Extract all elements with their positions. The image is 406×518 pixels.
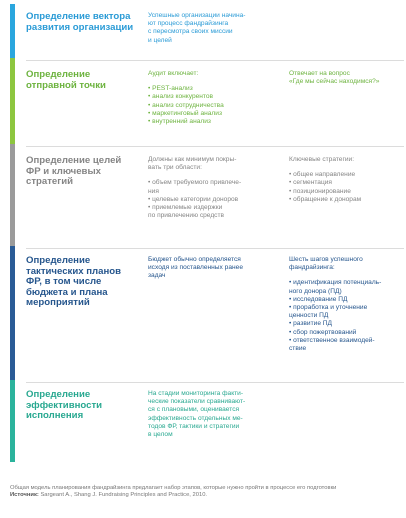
source-line [10, 492, 402, 499]
stage-title: Определение отправной точки [26, 69, 106, 91]
audit-list [148, 85, 280, 126]
area-list [148, 179, 280, 220]
list-item: • общее направление [289, 171, 356, 179]
list-item: • ответственное взаимодей- [289, 336, 375, 344]
stage-title: Определение вектора развития организации [26, 11, 134, 33]
list-item: • обращение к донорам [289, 195, 362, 203]
caption-note: Общая модель планирования фандрайзинга предлагает набор этапов, которые нужно пройти в процессе его подготовки [10, 485, 337, 491]
divider [26, 60, 404, 61]
stage-bar-4 [10, 246, 15, 380]
stage-description: Бюджет обычно определяется исходя из поставленных ранее задач [148, 256, 243, 280]
stage-description: На стадии мониторинга факти- ческие показатели сравнивают- ся с плановыми, оценивается эффективность отдельных ме- тодов ФР, тактики и стратегии в целом [148, 390, 246, 439]
list-item: • маркетинговый анализ [148, 109, 222, 117]
stage-description: Аудит включает: • PEST-анализ • анализ конкурентов • анализ сотрудничества • маркетинговый анализ • внутренний анализ [148, 70, 280, 126]
list-item: • проработка и уточнение [289, 304, 368, 312]
source-label: Источник: [10, 492, 39, 499]
list-item: ния [148, 187, 159, 195]
stage-bar-5 [10, 380, 15, 462]
list-item: • идентификация потенциаль- [289, 279, 382, 287]
list-item: • объем требуемого привлече- [148, 179, 242, 187]
list-item: • сбор пожертвований [289, 328, 357, 336]
divider [26, 382, 404, 383]
stage-title: Определение целей ФР и ключевых стратегий [26, 155, 122, 188]
figure-caption [10, 485, 402, 500]
list-item: ценности ПД [289, 312, 329, 320]
list-item: • анализ сотрудничества [148, 101, 224, 109]
stage-note: Отвечает на вопрос «Где мы сейчас находимся?» [289, 70, 380, 86]
list-item: по привлечению средств [148, 212, 224, 220]
list-item: • приемлемые издержки [148, 204, 223, 212]
list-item: • анализ конкурентов [148, 93, 214, 101]
stage-description: Успешные организации начина- ют процесс фандрайзинга с пересмотра своих миссии и целей [148, 12, 246, 44]
list-item: • PEST-анализ [148, 85, 193, 93]
stage-bar-1 [10, 4, 15, 58]
steps-list [289, 279, 401, 353]
source-text: Sargeant A., Shang J. Fundraising Principles and Practice, 2010. [40, 492, 208, 499]
list-item: • сегментация [289, 179, 332, 187]
stage-title: Определение эффективности исполнения [26, 389, 103, 422]
list-item: ного донора (ПД) [289, 287, 342, 295]
list-item: ствие [289, 345, 307, 353]
list-item: • внутренний анализ [148, 118, 211, 126]
stage-bar-3 [10, 144, 15, 246]
stage-title: Определение тактических планов ФР, в том числе бюджета и плана мероприятий [26, 255, 122, 309]
divider [26, 248, 404, 249]
strategy-list [289, 171, 401, 204]
list-item: • развитие ПД [289, 320, 333, 328]
stage-note: Ключевые стратегии: • общее направление • сегментация • позиционирование • обращение к донорам [289, 156, 401, 204]
divider [26, 146, 404, 147]
list-item: • исследование ПД [289, 295, 348, 303]
list-item: • позиционирование [289, 187, 351, 195]
stage-description: Должны как минимум покры- вать три области: • объем требуемого привлече- ния • целевые категории доноров • приемлемые издержки по привлечению средств [148, 156, 280, 220]
stage-bar-2 [10, 58, 15, 144]
list-item: • целевые категории доноров [148, 195, 239, 203]
stage-note: Шесть шагов успешного фандрайзинга: • идентификация потенциаль- ного донора (ПД) • исследование ПД • проработка и уточнение ценности ПД • развитие ПД • сбор пожертвований • ответственное взаимодей- ствие [289, 256, 401, 353]
